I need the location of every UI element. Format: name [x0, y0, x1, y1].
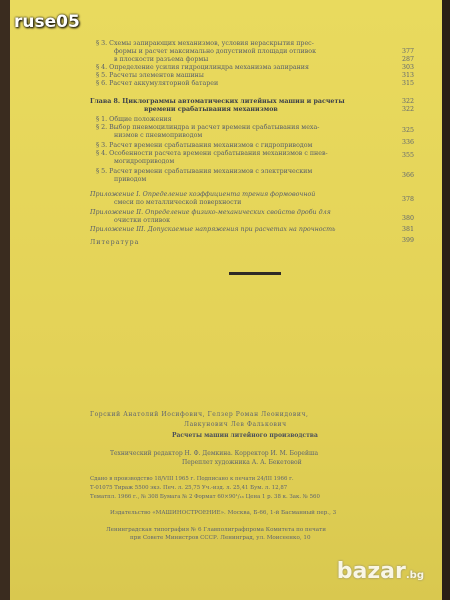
- toc-line: низмов с пневмоприводом: [114, 132, 203, 139]
- toc-page-number: 315: [402, 80, 415, 87]
- toc-page-number: 313: [402, 72, 415, 79]
- chapter-heading: Глава 8. Циклограммы автоматических литейных машин и расчеты: [90, 98, 345, 105]
- toc-page-number: 287: [402, 56, 415, 63]
- toc-page-number: 377: [402, 48, 415, 55]
- toc-page-number: 336: [402, 139, 415, 146]
- imprint-line: Т-01075 Тираж 5500 экз. Печ. л. 25,75 Уч.-изд. л. 25,41 Бум. л. 12,87: [90, 485, 288, 491]
- page-shadow: [442, 0, 450, 600]
- toc-page-number: 322: [402, 106, 415, 113]
- toc-line: приводом: [114, 176, 147, 183]
- appendix-line: Приложение III. Допускаемые напряжения при расчетах на прочность: [90, 226, 336, 233]
- imprint-title: Расчеты машин литейного производства: [172, 432, 318, 439]
- imprint-tech: Технический редактор Н. Ф. Демкина. Корректор И. М. Борейша: [110, 450, 319, 457]
- imprint-authors: Лавкунович Лев Фалькович: [184, 421, 287, 428]
- imprint-line: Сдано в производство 18/VIII 1965 г. Подписано к печати 24/III 1966 г.: [90, 476, 294, 482]
- toc-page-number: 381: [402, 226, 415, 233]
- toc-line: § 2. Выбор пневмоцилиндра и расчет времени срабатывания меха-: [96, 124, 320, 131]
- imprint-printer: при Совете Министров СССР. Ленинград, ул. Моисеенко, 10: [130, 535, 311, 541]
- toc-line: § 6. Расчет аккумуляторной батареи: [96, 80, 219, 87]
- watermark-main: bazar: [336, 559, 406, 584]
- toc-line: § 3. Схемы запирающих механизмов, условия нераскрытия прес-: [96, 40, 314, 47]
- toc-line: в плоскости разъема формы: [114, 56, 209, 63]
- toc-page-number: 378: [402, 196, 415, 203]
- imprint-publisher: Издательство «МАШИНОСТРОЕНИЕ». Москва, Б-66, 1-й Басманный пер., 3: [110, 510, 337, 516]
- imprint-cover: Переплет художника А. А. Бекетовой: [182, 459, 302, 466]
- references-line: Литература: [90, 239, 140, 246]
- toc-page-number: 322: [402, 98, 415, 105]
- chapter-heading: времени срабатывания механизмов: [144, 106, 278, 113]
- toc-line: § 5. Расчет времени срабатывания механизмов с электрическим: [96, 168, 313, 175]
- toc-line: могидроприводом: [114, 158, 175, 165]
- toc-page-number: 399: [402, 237, 415, 244]
- appendix-line: Приложение II. Определение физико-механических свойств дроби для: [90, 209, 331, 216]
- imprint-line: Тематпл. 1966 г., № 308 Бумага № 2 Формат 60×90¹/₁₆ Цена 1 р. 38 к. Зак. № 560: [90, 494, 320, 500]
- appendix-line: Приложение I. Определение коэффициента трения формовочной: [90, 191, 316, 198]
- watermark-suffix: .bg: [405, 570, 424, 581]
- toc-line: формы и расчет максимально допустимой площади отливок: [114, 48, 317, 55]
- imprint-printer: Ленинградская типография № 6 Главполиграфпрома Комитета по печати: [106, 527, 326, 533]
- toc-line: § 4. Особенности расчета времени срабатывания механизмов с пнев-: [96, 150, 328, 157]
- toc-page-number: 355: [402, 152, 415, 159]
- toc-line: § 5. Расчеты элементов машины: [96, 72, 204, 79]
- toc-page-number: 325: [402, 127, 415, 134]
- toc-page-number: 303: [402, 64, 415, 71]
- toc-line: очистки отливок: [114, 217, 171, 224]
- toc-page-number: 366: [402, 172, 415, 179]
- seller-tag: ruse05: [14, 12, 80, 32]
- toc-line: § 1. Общие положения: [96, 116, 172, 123]
- divider-rule: [229, 272, 281, 275]
- watermark-logo: [337, 559, 424, 584]
- toc-page-number: 380: [402, 215, 415, 222]
- imprint-authors: Горский Анатолий Иосифович, Гелзер Роман Леонидович,: [90, 411, 309, 418]
- toc-line: смеси по металлической поверхности: [114, 199, 242, 206]
- book-page: [10, 0, 442, 600]
- toc-line: § 3. Расчет времени срабатывания механизмов с гидроприводом: [96, 142, 313, 149]
- toc-line: § 4. Определение усилия гидроцилиндра механизма запирания: [96, 64, 309, 71]
